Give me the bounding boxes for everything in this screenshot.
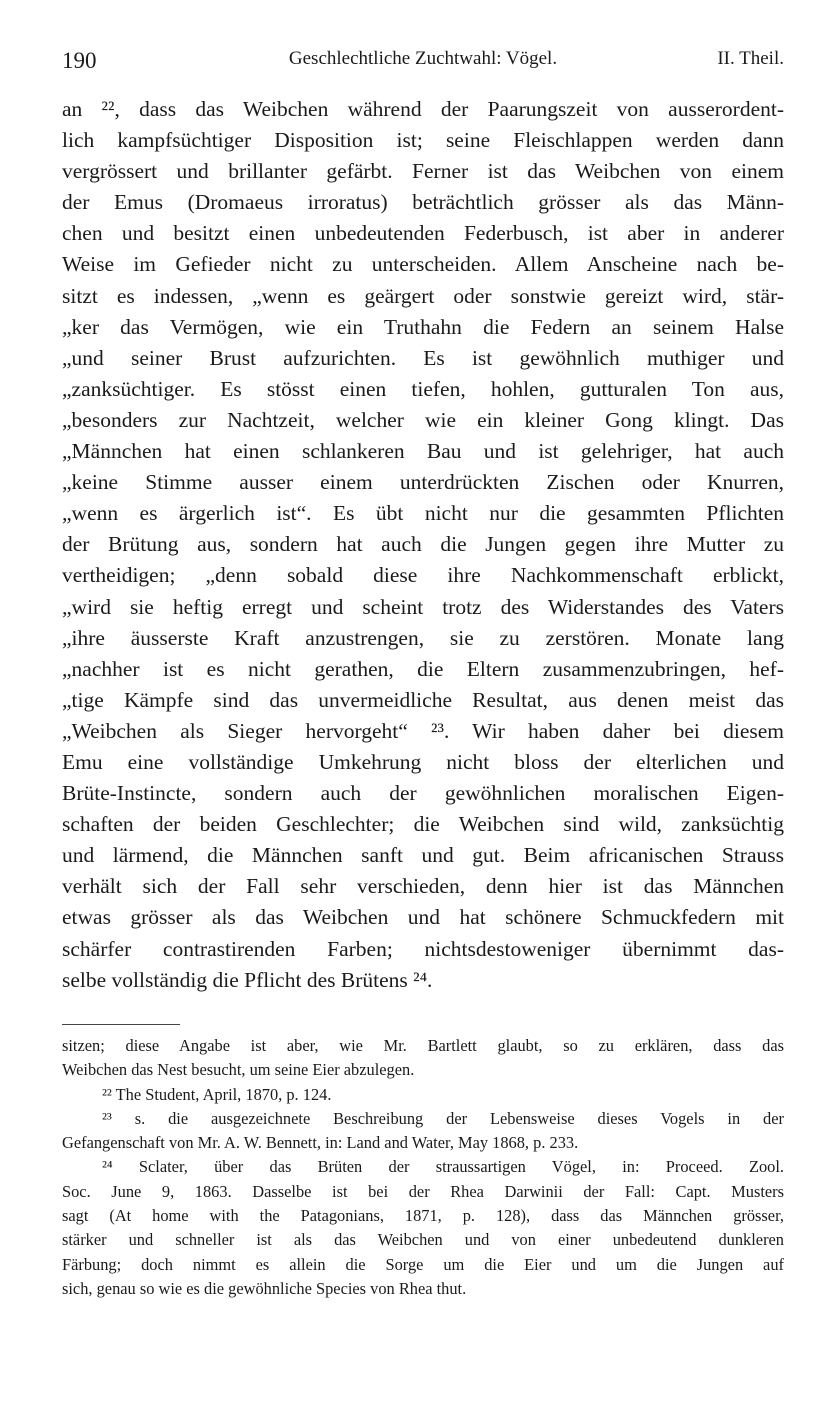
text-line: der Brütung aus, sondern hat auch die Jungen gegen ihre Mutter zu	[62, 532, 784, 557]
running-header	[62, 48, 784, 78]
page-number: 190	[62, 48, 97, 73]
text-line: „nachher ist es nicht gerathen, die Eltern zusammenzubringen, hef-	[62, 656, 784, 681]
text-line: „besonders zur Nachtzeit, welcher wie ein kleiner Gong klingt. Das	[62, 407, 784, 432]
text-line: Emu eine vollständige Umkehrung nicht bloss der elterlichen und	[62, 749, 784, 774]
text-line: sitzt es indessen, „wenn es geärgert oder sonstwie gereizt wird, stär-	[62, 283, 784, 308]
text-line: „Männchen hat einen schlankeren Bau und ist gelehriger, hat auch	[62, 439, 784, 464]
text-line: vertheidigen; „denn sobald diese ihre Nachkommenschaft erblickt,	[62, 563, 784, 588]
footnote-divider	[62, 1024, 180, 1025]
footnote-line: Weibchen das Nest besucht, um seine Eier abzulegen.	[62, 1060, 415, 1080]
text-line: an ²², dass das Weibchen während der Paarungszeit von ausserordent-	[62, 97, 784, 121]
footnotes	[62, 1034, 784, 1301]
text-line: „Weibchen als Sieger hervorgeht“ ²³. Wir haben daher bei diesem	[62, 718, 784, 743]
footnote-line: stärker und schneller ist als das Weibchen und von einer unbedeutend dunkleren	[62, 1230, 784, 1250]
text-line: der Emus (Dromaeus irroratus) beträchtlich grösser als das Männ-	[62, 190, 784, 215]
footnote-line: ²³ s. die ausgezeichnete Beschreibung der Lebensweise dieses Vogels in der	[102, 1108, 784, 1128]
text-line: „zanksüchtiger. Es stösst einen tiefen, hohlen, gutturalen Ton aus,	[62, 376, 784, 401]
text-line: „und seiner Brust aufzurichten. Es ist gewöhnlich muthiger und	[62, 345, 784, 370]
footnote-line: ²² The Student, April, 1870, p. 124.	[102, 1084, 332, 1104]
footnote-line: sitzen; diese Angabe ist aber, wie Mr. Bartlett glaubt, so zu erklären, dass das	[62, 1036, 784, 1055]
text-line: „wird sie heftig erregt und scheint trotz des Widerstandes des Vaters	[62, 594, 784, 619]
text-line: „ihre äusserste Kraft anzustrengen, sie zu zerstören. Monate lang	[62, 625, 784, 650]
text-line: chen und besitzt einen unbedeutenden Federbusch, ist aber in anderer	[62, 221, 784, 246]
footnote-line: sagt (At home with the Patagonians, 1871, p. 128), dass das Männchen grösser,	[62, 1206, 784, 1226]
running-title: Geschlechtliche Zuchtwahl: Vögel.	[288, 48, 558, 69]
text-line: Brüte-Instincte, sondern auch der gewöhnlichen moralischen Eigen-	[62, 781, 784, 806]
text-line: und lärmend, die Männchen sanft und gut. Beim africanischen Strauss	[62, 843, 784, 868]
footnote-line: sich, genau so wie es die gewöhnliche Species von Rhea thut.	[62, 1278, 467, 1298]
text-line: schaften der beiden Geschlechter; die Weibchen sind wild, zanksüchtig	[62, 812, 784, 837]
text-line: verhält sich der Fall sehr verschieden, denn hier ist das Männchen	[62, 874, 784, 899]
text-line: lich kampfsüchtiger Disposition ist; seine Fleischlappen werden dann	[62, 128, 784, 153]
part-label: II. Theil.	[717, 48, 784, 69]
text-line: „keine Stimme ausser einem unterdrückten Zischen oder Knurren,	[62, 470, 784, 495]
text-line: vergrössert und brillanter gefärbt. Ferner ist das Weibchen von einem	[62, 159, 784, 184]
text-line: selbe vollständig die Pflicht des Brütens ²⁴.	[62, 967, 433, 992]
footnote-line: ²⁴ Sclater, über das Brüten der straussartigen Vögel, in: Proceed. Zool.	[102, 1157, 784, 1177]
footnote-line: Soc. June 9, 1863. Dasselbe ist bei der Rhea Darwinii der Fall: Capt. Musters	[62, 1181, 784, 1201]
text-line: etwas grösser als das Weibchen und hat schönere Schmuckfedern mit	[62, 905, 784, 930]
text-line: „tige Kämpfe sind das unvermeidliche Resultat, aus denen meist das	[62, 687, 784, 712]
footnote-line: Färbung; doch nimmt es allein die Sorge um die Eier und um die Jungen auf	[62, 1254, 784, 1274]
text-line: Weise im Gefieder nicht zu unterscheiden. Allem Anscheine nach be-	[62, 252, 784, 277]
text-line: „wenn es ärgerlich ist“. Es übt nicht nur die gesammten Pflichten	[62, 501, 784, 526]
text-line: „ker das Vermögen, wie ein Truthahn die Federn an seinem Halse	[62, 314, 784, 339]
main-text	[62, 94, 784, 996]
text-line: schärfer contrastirenden Farben; nichtsdestoweniger übernimmt das-	[62, 936, 784, 961]
footnote-line: Gefangenschaft von Mr. A. W. Bennett, in: Land and Water, May 1868, p. 233.	[62, 1133, 579, 1153]
